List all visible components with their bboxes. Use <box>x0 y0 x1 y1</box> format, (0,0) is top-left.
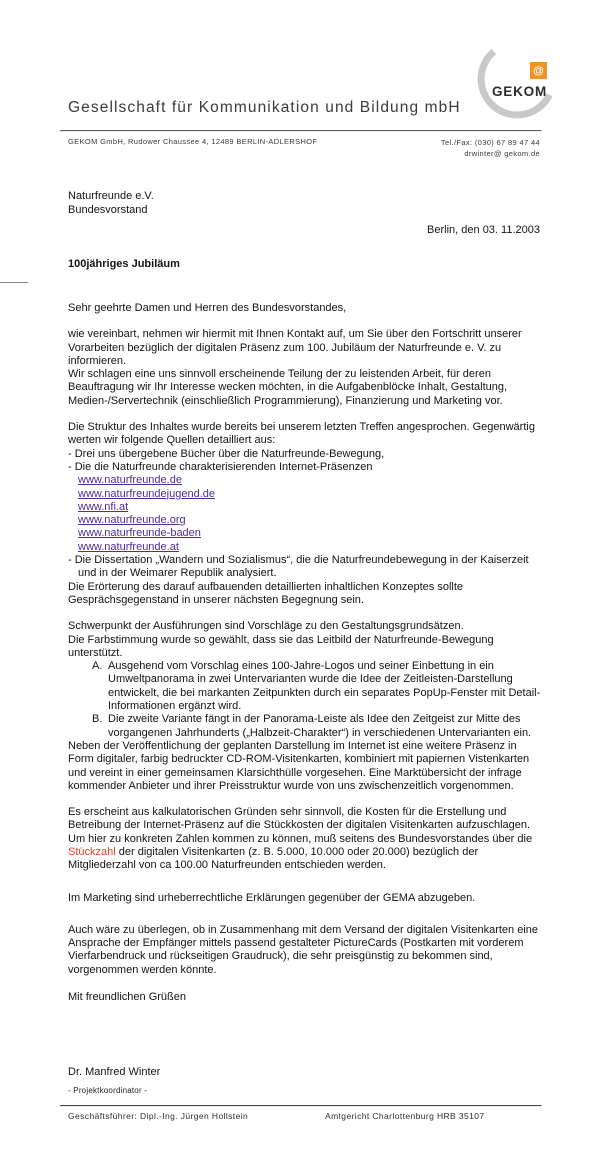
highlight-stueckzahl: Stückzahl <box>68 845 116 858</box>
bullet-websites: - Die die Naturfreunde charakterisierenden Internet-Präsenzen <box>68 460 373 473</box>
link-naturfreunde-de[interactable]: www.naturfreunde.de <box>78 474 182 487</box>
at-icon: @ <box>530 62 547 79</box>
list-item-a-text: Ausgehend vom Vorschlag eines 100-Jahre-Logos und seiner Einbettung in ein Umweltpanorama in zwei Untervarianten wurde die Idee der Zeitleisten-Darstellung entwickelt, die bei markanten Zeitpunkten durch ein separates PopUp-Fenster mit Detail-Informationen ergänzt wird. <box>108 660 541 713</box>
paragraph-cdrom: Neben der Veröffentlichung der geplanten Darstellung im Internet ist eine weitere Präsenz in Form digitaler, farbig bedruckter CD-ROM-Visitenkarten, kombiniert mit papiernen Vistenkarten und vereint in einer gemeinsamen Klarsichthülle vorgesehen. Eine Marktübersicht der infrage kommender Anbieter und ihrer Preisstruktur wurde von uns zwischenzeitlich vorgenommen. <box>68 739 530 792</box>
list-item-b <box>92 713 543 740</box>
gekom-logo <box>462 40 594 152</box>
paragraph-kosten <box>68 806 543 872</box>
header-meta <box>68 137 540 159</box>
list-item-b-label: B. <box>92 713 103 726</box>
link-nfi-at[interactable]: www.nfi.at <box>78 500 129 513</box>
logo-wordmark: GEKOM <box>492 84 548 99</box>
recipient-name: Naturfreunde e.V. <box>68 190 154 202</box>
closing: Mit freundlichen Grüßen <box>68 991 186 1004</box>
company-title: Gesellschaft für Kommunikation und Bildung mbH <box>68 99 461 116</box>
link-naturfreunde-at[interactable]: www.naturfreunde.at <box>78 540 179 553</box>
link-naturfreunde-baden[interactable]: www.naturfreunde-baden <box>78 527 201 540</box>
list-item-a <box>92 660 543 713</box>
bullet-dissertation: - Die Dissertation „Wandern und Sozialismus“, die die Naturfreundebewegung in der Kaiserzeit und in der Weimarer Republik analysiert. <box>68 554 529 580</box>
footer-managing-director: Geschäftsführer: Dipl.-Ing. Jürgen Hollstein <box>68 1111 249 1121</box>
dateline: Berlin, den 03. 11.2003 <box>427 224 540 236</box>
link-naturfreunde-org[interactable]: www.naturfreunde.org <box>78 514 186 527</box>
telfax-line: Tel./Fax: (030) 67 89 47 44 <box>440 138 540 147</box>
letter-body <box>68 302 543 1097</box>
paragraph-intro-1: wie vereinbart, nehmen wir hiermit mit Ihnen Kontakt auf, um Sie über den Fortschritt unserer Vorarbeiten bezüglich der digitalen Präsenz zum 100. Jubiläum der Naturfreunde e. V. zu informieren. <box>68 328 522 367</box>
recipient-block <box>68 190 154 217</box>
website-links <box>68 474 543 554</box>
link-naturfreundejugend-de[interactable]: www.naturfreundejugend.de <box>78 487 215 500</box>
footer-court-registration: Amtgericht Charlottenburg HRB 35107 <box>325 1111 485 1121</box>
paragraph-intro-2: Wir schlagen eine uns sinnvoll erscheinende Teilung der zu leistenden Arbeit, für deren Beauftragung wir Ihr Interesse wecken möchten, in die Aufgabenblöcke Inhalt, Gestaltung, Medien-/Servertechnik (einschließlich Programmierung), Finanzierung und Marketing vor. <box>68 368 508 407</box>
subject-line: 100jähriges Jubiläum <box>68 258 180 270</box>
paragraph-picturecards: Auch wäre zu überlegen, ob in Zusammenhang mit dem Versand der digitalen Visitenkarten eine Ansprache der Empfänger mittels passend gestalteter PictureCards (Postkarten mit vorderem Vierfarbendruck und rückseitigen Graudruck), die sehr preisgünstig zu bekommen sind, vorgenommen werden könnte. <box>68 923 539 976</box>
fold-mark <box>0 282 28 283</box>
variant-list <box>92 660 543 740</box>
paragraph-farbstimmung: Die Farbstimmung wurde so gewählt, dass sie das Leitbild der Naturfreunde-Bewegung unterstützt. <box>68 633 494 659</box>
bullet-books: - Drei uns übergebene Bücher über die Naturfreunde-Bewegung, <box>68 447 385 460</box>
salutation: Sehr geehrte Damen und Herren des Bundesvorstandes, <box>68 302 347 314</box>
signature-title: - Projektkoordinator - <box>68 1085 148 1095</box>
email-line: drwinter@ gekom.de <box>464 149 540 158</box>
recipient-dept: Bundesvorstand <box>68 203 148 216</box>
footer-divider <box>60 1105 542 1107</box>
paragraph-structure: Die Struktur des Inhaltes wurde bereits bei unserem letzten Treffen angesprochen. Gegenwärtig werten wir folgende Quellen detailliert aus: <box>68 421 535 447</box>
paragraph-eroerterung: Die Erörterung des darauf aufbauenden detaillierten inhaltlichen Konzeptes sollte Gesprächsgegenstand in unserer nächsten Begegnung sein. <box>68 580 464 606</box>
paragraph-gema: Im Marketing sind urheberrechtliche Erklärungen gegenüber der GEMA abzugeben. <box>68 891 476 904</box>
header-divider <box>60 130 542 132</box>
signature-name: Dr. Manfred Winter <box>68 1066 161 1079</box>
header-contact <box>441 137 540 159</box>
sender-address-line: GEKOM GmbH, Rudower Chaussee 4, 12489 BERLIN-ADLERSHOF <box>68 137 318 146</box>
paragraph-kosten-post: der digitalen Visitenkarten (z. B. 5.000, 10.000 oder 20.000) bezüglich der Mitgliederzahl von ca 100.00 Naturfreunden entschieden werden. <box>68 845 479 872</box>
paragraph-schwerpunkt: Schwerpunkt der Ausführungen sind Vorschläge zu den Gestaltungsgrundsätzen. <box>68 620 464 633</box>
list-item-b-text: Die zweite Variante fängt in der Panorama-Leiste als Idee den Zeitgeist zur Mitte des vorgangenen Jahrhunderts („Halbzeit-Charakter“) in verschiedenen Untervarianten ein. <box>108 713 532 739</box>
paragraph-kosten-pre: Es erscheint aus kalkulatorischen Gründen sehr sinnvoll, die Kosten für die Erstellung und Betreibung der Internet-Präsenz auf die Stückkosten der digitalen Visitenkarten aufzuschlagen. Um hier zu konkreten Zahlen kommen zu können, muß seitens des Bundesvorstandes über die <box>68 806 533 845</box>
list-item-a-label: A. <box>92 660 103 673</box>
